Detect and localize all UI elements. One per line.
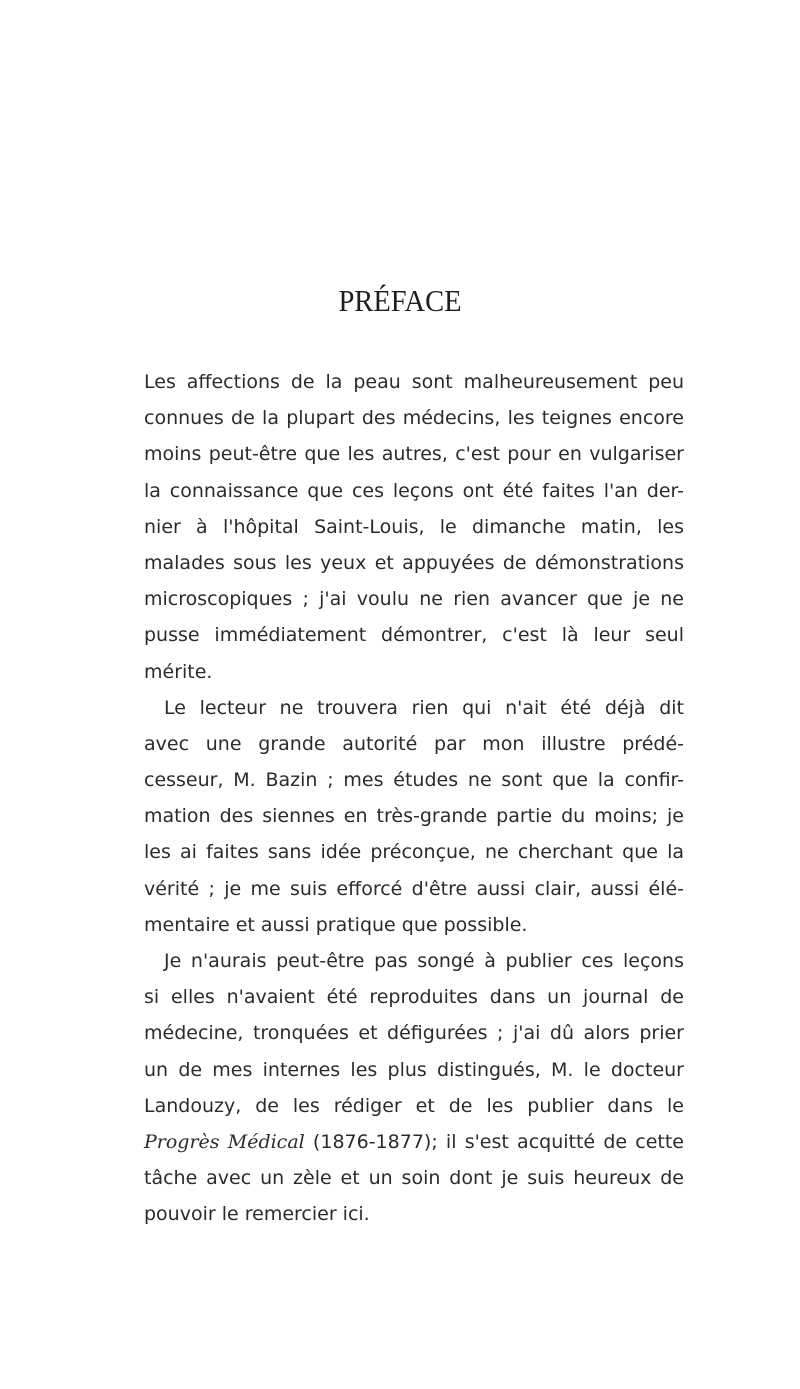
text-line: la connaissance que ces leçons ont été faites l'an der- bbox=[144, 479, 684, 502]
journal-title: Progrès Médical bbox=[144, 1130, 305, 1153]
preface-body bbox=[144, 364, 684, 1233]
text-line: Les affections de la peau sont malheureusement peu bbox=[144, 371, 684, 393]
text-line: pouvoir le remercier ici. bbox=[144, 1203, 370, 1226]
text-line-with-journal-title bbox=[144, 1124, 684, 1160]
text-line: moins peut-être que les autres, c'est pour en vulgariser bbox=[144, 443, 684, 466]
text-line: mérite. bbox=[144, 660, 213, 683]
page-title: PRÉFACE bbox=[338, 283, 462, 318]
text-line: malades sous les yeux et appuyées de démonstrations bbox=[144, 551, 684, 574]
text-line: connues de la plupart des médecins, les teignes encore bbox=[144, 407, 684, 430]
text-line: avec une grande autorité par mon illustre prédé- bbox=[144, 732, 684, 755]
text-line: cesseur, M. Bazin ; mes études ne sont que la confir- bbox=[144, 769, 684, 792]
text-line: microscopiques ; j'ai voulu ne rien avancer que je ne bbox=[144, 588, 684, 611]
text-line: les ai faites sans idée préconçue, ne cherchant que la bbox=[144, 841, 684, 864]
text-line: vérité ; je me suis efforcé d'être aussi clair, aussi élé- bbox=[144, 877, 684, 900]
text-line: mation des siennes en très-grande partie du moins; je bbox=[144, 805, 684, 828]
text-line: nier à l'hôpital Saint-Louis, le dimanche matin, les bbox=[144, 515, 684, 538]
text-fragment: (1876-1877); il s'est acquitté de cette bbox=[304, 1130, 684, 1153]
text-line: médecine, tronquées et défigurées ; j'ai dû alors prier bbox=[144, 1022, 684, 1045]
text-line: Landouzy, de les rédiger et de les publier dans le bbox=[144, 1094, 684, 1117]
text-line: Je n'aurais peut-être pas songé à publier ces leçons bbox=[164, 950, 684, 972]
text-line: Le lecteur ne trouvera rien qui n'ait été déjà dit bbox=[164, 696, 684, 719]
text-line: si elles n'avaient été reproduites dans un journal de bbox=[144, 986, 684, 1009]
text-line: tâche avec un zèle et un soin dont je suis heureux de bbox=[144, 1167, 684, 1190]
text-line: pusse immédiatement démontrer, c'est là leur seul bbox=[144, 624, 684, 647]
text-line: un de mes internes les plus distingués, M. le docteur bbox=[144, 1058, 684, 1081]
text-line: mentaire et aussi pratique que possible. bbox=[144, 913, 528, 936]
